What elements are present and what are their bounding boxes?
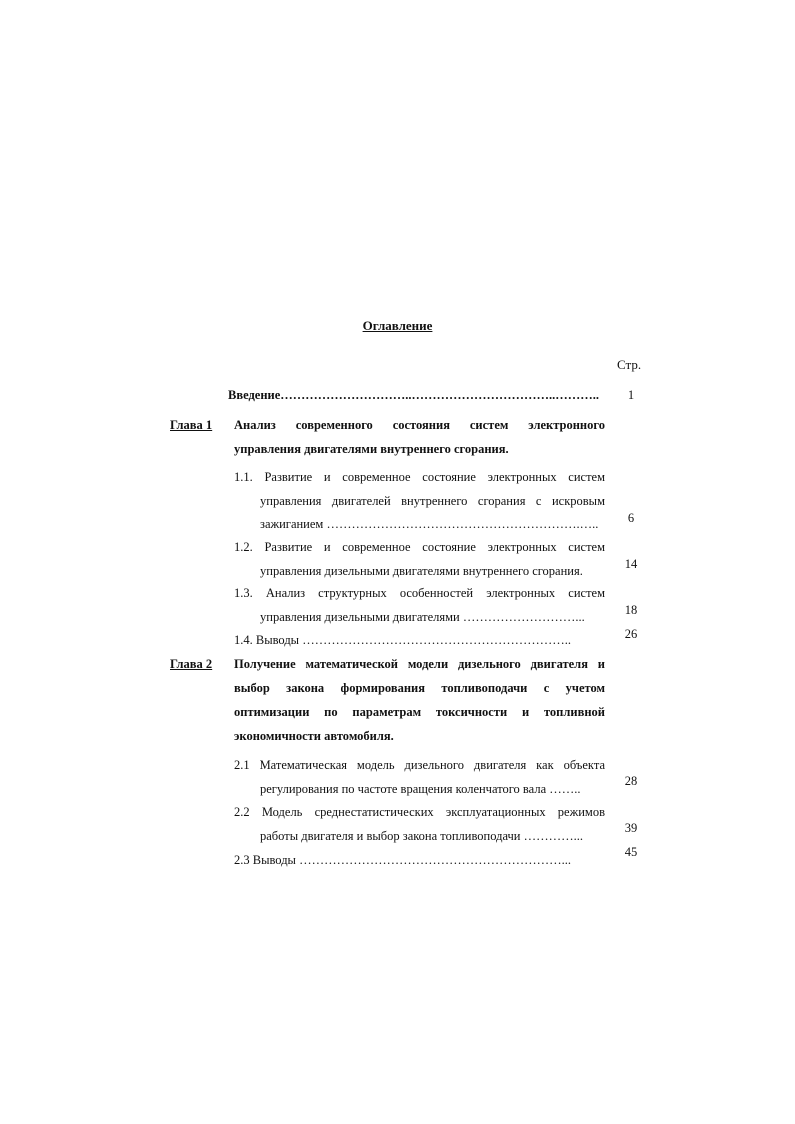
- chapter-2-title-cont: выбор закона формирования топливоподачи с учетом: [234, 681, 605, 695]
- page-number-2-2: 39: [624, 821, 638, 835]
- chapter-2-title: Получение математической модели дизельного двигателя и: [234, 657, 605, 671]
- toc-entry-1-2: 1.2. Развитие и современное состояние электронных систем: [234, 540, 605, 554]
- chapter-2-title-cont2: оптимизации по параметрам токсичности и топливной: [234, 705, 605, 719]
- toc-entry-1-1-cont: управления двигателей внутреннего сгорания с искровым: [260, 494, 605, 508]
- toc-entry-1-2-cont: управления дизельными двигателями внутреннего сгорания.: [260, 564, 583, 578]
- chapter-2-label: Глава 2: [170, 657, 213, 671]
- page-number-2-1: 28: [624, 774, 638, 788]
- chapter-1-title: Анализ современного состояния систем электронного: [234, 418, 605, 432]
- page-number-intro: 1: [627, 388, 635, 402]
- page-number-1-2: 14: [624, 557, 638, 571]
- toc-entry-1-1-cont2: зажиганием …………………………………………………….…..: [260, 517, 599, 531]
- page-number-1-1: 6: [627, 511, 635, 525]
- chapter-1-title-cont: управления двигателями внутреннего сгорания.: [234, 442, 509, 456]
- toc-entry-2-2-cont: работы двигателя и выбор закона топливоподачи …………...: [260, 829, 583, 843]
- page-number-1-3: 18: [624, 603, 638, 617]
- page-number-2-3: 45: [624, 845, 638, 859]
- toc-entry-2-2: 2.2 Модель среднестатистических эксплуатационных режимов: [234, 805, 605, 819]
- toc-entry-1-3: 1.3. Анализ структурных особенностей электронных систем: [234, 586, 605, 600]
- toc-entry-1-1: 1.1. Развитие и современное состояние электронных систем: [234, 470, 605, 484]
- page-title: Оглавление: [362, 318, 433, 333]
- toc-entry-2-3: 2.3 Выводы ………………………………………………………...: [234, 853, 571, 867]
- chapter-1-label: Глава 1: [170, 418, 213, 432]
- page-number-1-4: 26: [624, 627, 638, 641]
- toc-entry-2-1-cont: регулирования по частоте вращения коленчатого вала ……..: [260, 782, 581, 796]
- page-column-header: Стр.: [617, 357, 642, 372]
- toc-entry-2-1: 2.1 Математическая модель дизельного двигателя как объекта: [234, 758, 605, 772]
- chapter-2-title-cont3: экономичности автомобиля.: [234, 729, 394, 743]
- toc-entry-1-4: 1.4. Выводы ………………………………………………………..: [234, 633, 571, 647]
- toc-entry-1-3-cont: управления дизельными двигателями ………………………...: [260, 610, 585, 624]
- toc-entry-intro: Введение…………………………..……………………………..………..: [228, 388, 600, 402]
